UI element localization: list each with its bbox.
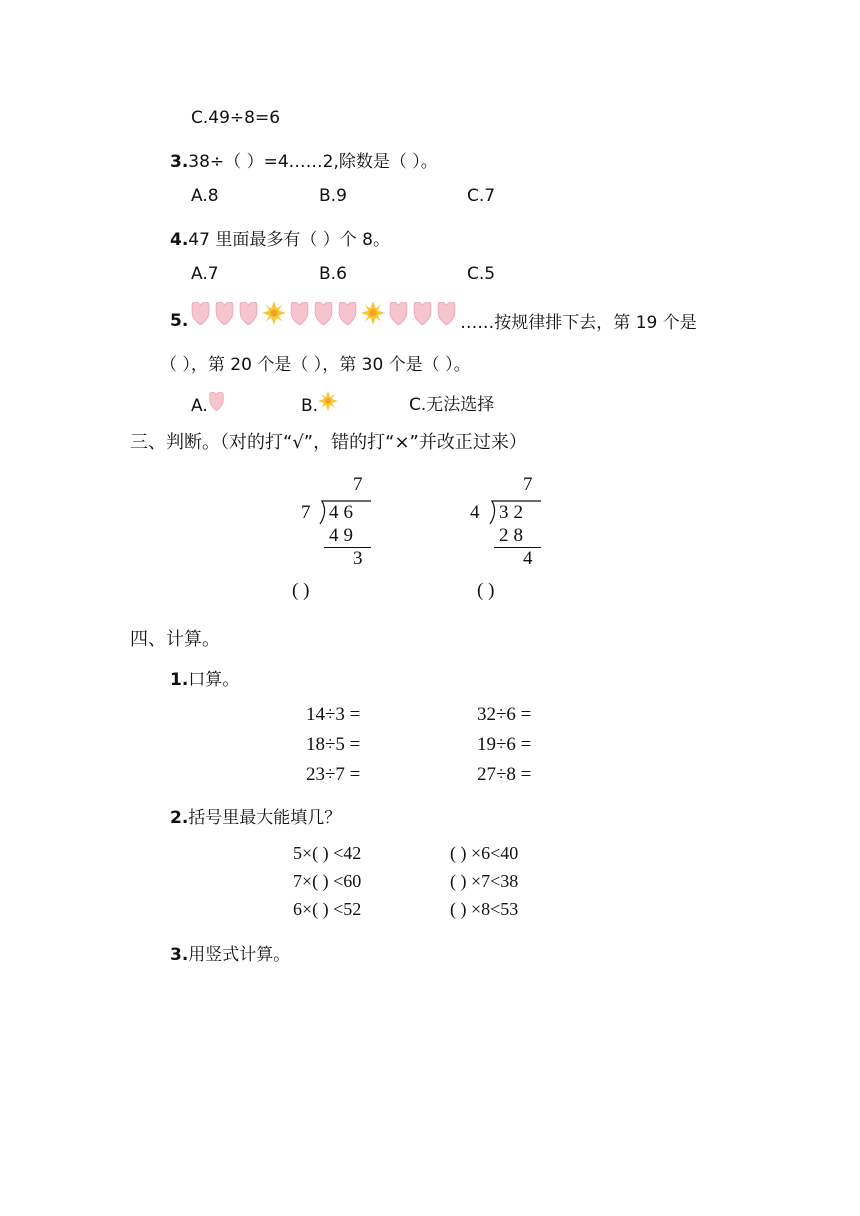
sun-icon	[262, 301, 286, 325]
q5-option-b	[301, 386, 341, 416]
mental-calc-1: 14÷3 =	[306, 704, 361, 725]
division2-quotient: 7	[523, 474, 538, 495]
q5-option-b-label: B.	[301, 396, 319, 416]
part3-label: 用竖式计算。	[188, 945, 291, 965]
heart-icon	[208, 392, 225, 411]
q2-option-c: C.49÷8=6	[191, 108, 281, 128]
q4-option-c: C.5	[467, 264, 496, 284]
q4-number: 4.	[170, 230, 189, 250]
part2-label: 括号里最大能填几？	[188, 808, 342, 828]
part2-heading	[170, 803, 341, 828]
q4-text: 47 里面最多有（ ）个 8。	[188, 230, 390, 250]
heart-icon	[388, 302, 409, 325]
heart-icon	[238, 302, 259, 325]
q3-option-b: B.9	[319, 186, 347, 206]
inequality-5: ( ) ×7<38	[450, 871, 519, 891]
heart-icon	[214, 302, 235, 325]
mental-calc-5: 19÷6 =	[477, 734, 532, 755]
heart-icon	[289, 302, 310, 325]
division1-product: 49	[329, 525, 358, 546]
q5-stem	[170, 298, 697, 333]
mental-calc-4: 32÷6 =	[477, 704, 532, 725]
part1-heading	[170, 665, 239, 690]
division1-dividend: 46	[329, 502, 358, 523]
q4-option-b: B.6	[319, 264, 347, 284]
q4-option-a: A.7	[191, 264, 219, 284]
part3-number: 3.	[170, 945, 189, 965]
heart-icon	[313, 302, 334, 325]
division2-product: 28	[499, 525, 528, 546]
mental-calc-3: 23÷7 =	[306, 764, 361, 785]
sun-icon	[361, 301, 385, 325]
heart-icon	[337, 302, 358, 325]
heart-icon	[436, 302, 457, 325]
section4-title: 四、计算。	[130, 629, 220, 650]
inequality-6: ( ) ×8<53	[450, 899, 519, 919]
division2-dividend: 32	[499, 502, 528, 523]
division2-divisor: 4	[470, 502, 485, 523]
division1-divisor: 7	[301, 502, 316, 523]
division1-quotient: 7	[353, 474, 368, 495]
division1-remainder: 3	[353, 548, 368, 569]
mental-calc-6: 27÷8 =	[477, 764, 532, 785]
q5-pattern	[190, 301, 460, 325]
q5-number: 5.	[170, 311, 189, 331]
part1-label: 口算。	[188, 670, 240, 690]
q3-option-a: A.8	[191, 186, 219, 206]
q5-option-a-label: A.	[191, 396, 208, 416]
division2-remainder: 4	[523, 548, 538, 569]
part1-number: 1.	[170, 670, 189, 690]
q5-option-c: C.无法选择	[409, 395, 495, 415]
section3-title: 三、判断。（对的打“√”，错的打“×”并改正过来）	[130, 432, 527, 453]
q3-number: 3.	[170, 152, 189, 172]
division2-answer-parens: ( )	[477, 580, 495, 601]
q5-option-a	[191, 386, 228, 416]
mental-calc-2: 18÷5 =	[306, 734, 361, 755]
q5-line2: （ ），第 20 个是（ ），第 30 个是（ ）。	[160, 355, 471, 375]
q3-option-c: C.7	[467, 186, 496, 206]
sun-icon	[318, 391, 338, 411]
q3-text: 38÷（ ）=4……2,除数是（ ）。	[188, 152, 438, 172]
part3-heading	[170, 940, 290, 965]
inequality-1: 5×( ) <42	[293, 843, 362, 863]
part2-number: 2.	[170, 808, 189, 828]
division1-answer-parens: ( )	[292, 580, 310, 601]
heart-icon	[412, 302, 433, 325]
inequality-2: 7×( ) <60	[293, 871, 362, 891]
heart-icon	[190, 302, 211, 325]
q5-tail: ……按规律排下去，第 19 个是	[460, 312, 697, 333]
inequality-4: ( ) ×6<40	[450, 843, 519, 863]
q3-stem	[170, 147, 438, 172]
inequality-3: 6×( ) <52	[293, 899, 362, 919]
q4-stem	[170, 225, 390, 250]
